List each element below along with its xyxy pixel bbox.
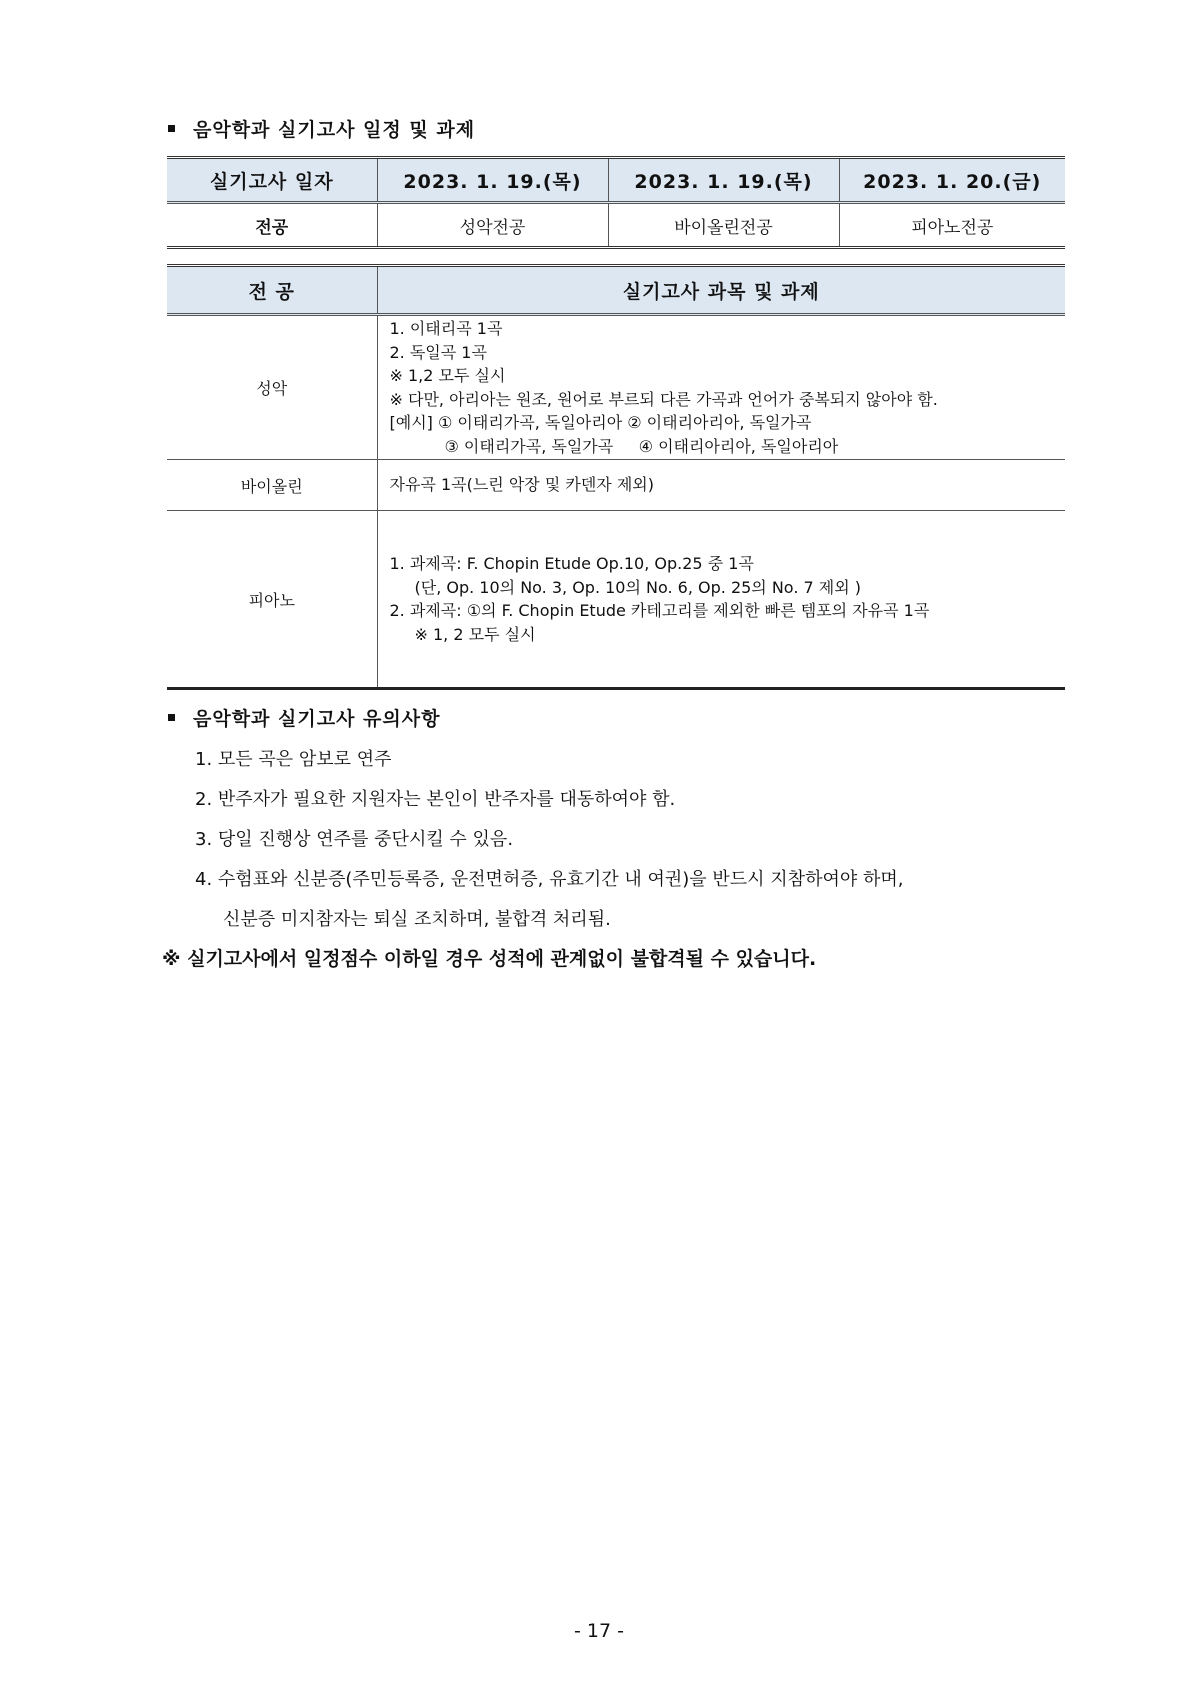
page-number: - 17 - xyxy=(574,1620,624,1642)
list-item: 4. 수험표와 신분증(주민등록증, 운전면허증, 유효기간 내 여권)을 반드시 지참하여야 하며, xyxy=(195,869,904,890)
schedule-table xyxy=(167,156,1065,249)
list-item-continuation: 신분증 미지참자는 퇴실 조치하며, 불합격 처리됨. xyxy=(223,909,611,930)
section-title-text: 음악학과 실기고사 유의사항 xyxy=(193,708,441,730)
section-title-notes xyxy=(168,704,440,731)
subject-table xyxy=(167,264,1065,690)
subject-content-violin xyxy=(377,460,1065,511)
content-line: (단, Op. 10의 No. 3, Op. 10의 No. 6, Op. 25의 No. 7 제외 ) xyxy=(414,577,861,597)
schedule-header-label: 실기고사 일자 xyxy=(167,158,377,203)
notes-list xyxy=(195,740,903,940)
bullet-icon xyxy=(168,714,175,721)
content-line: [예시] ① 이태리가곡, 독일아리아 ② 이태리아리아, 독일가곡 xyxy=(389,413,812,432)
content-line: ③ 이태리가곡, 독일가곡 ④ 이태리아리아, 독일아리아 xyxy=(444,436,839,456)
list-item: 3. 당일 진행상 연주를 중단시킬 수 있음. xyxy=(195,829,514,850)
content-line: ※ 1,2 모두 실시 xyxy=(389,366,506,385)
content-line: 2. 과제곡: ①의 F. Chopin Etude 카테고리를 제외한 빠른 템포의 자유곡 1곡 xyxy=(389,601,930,620)
bullet-icon xyxy=(168,125,175,132)
schedule-header-row xyxy=(167,158,1065,203)
content-line: 자유곡 1곡(느린 악장 및 카덴자 제외) xyxy=(389,475,654,495)
schedule-major: 바이올린전공 xyxy=(608,203,839,248)
content-line: ※ 다만, 아리아는 원조, 원어로 부르되 다른 가곡과 언어가 중복되지 않아야 함. xyxy=(389,389,938,409)
major-vocal: 성악 xyxy=(167,315,377,460)
subject-header-row xyxy=(167,266,1065,315)
table-row xyxy=(167,511,1065,689)
major-piano: 피아노 xyxy=(248,590,295,610)
subject-content-vocal xyxy=(377,315,1065,460)
schedule-row-label: 전공 xyxy=(255,217,289,238)
subject-content-piano xyxy=(377,511,1065,689)
content-line: 2. 독일곡 1곡 xyxy=(389,342,487,362)
schedule-date: 2023. 1. 19.(목) xyxy=(608,158,839,203)
subject-header-major: 전 공 xyxy=(167,266,377,315)
table-row xyxy=(167,315,1065,460)
table-row xyxy=(167,460,1065,511)
schedule-date: 2023. 1. 19.(목) xyxy=(377,158,608,203)
list-item: 1. 모든 곡은 암보로 연주 xyxy=(195,749,392,770)
schedule-major: 성악전공 xyxy=(377,203,608,248)
warning-note: ※ 실기고사에서 일정점수 이하일 경우 성적에 관계없이 불합격될 수 있습니다. xyxy=(162,948,817,970)
section-title-schedule xyxy=(168,115,475,142)
schedule-major-row xyxy=(167,203,1065,248)
content-line: 1. 이태리곡 1곡 xyxy=(389,319,503,338)
schedule-major: 피아노전공 xyxy=(839,203,1065,248)
content-line: ※ 1, 2 모두 실시 xyxy=(414,624,536,644)
content-line: 1. 과제곡: F. Chopin Etude Op.10, Op.25 중 1곡 xyxy=(389,554,754,573)
section-title-text: 음악학과 실기고사 일정 및 과제 xyxy=(193,119,476,141)
subject-header-content: 실기고사 과목 및 과제 xyxy=(377,266,1065,315)
list-item: 2. 반주자가 필요한 지원자는 본인이 반주자를 대동하여야 함. xyxy=(195,789,676,810)
schedule-date: 2023. 1. 20.(금) xyxy=(839,158,1065,203)
major-violin: 바이올린 xyxy=(167,460,377,511)
